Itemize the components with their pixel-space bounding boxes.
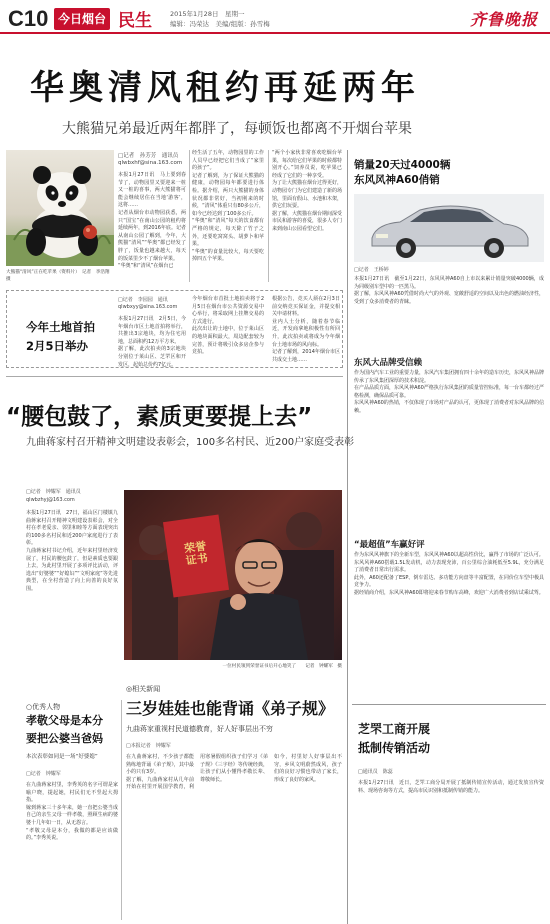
col-divider bbox=[121, 700, 122, 920]
car-sub-paras-1: 作为国内汽车工业的重要力量，东风汽车集团拥有四十余年的造车历史，东风风神品牌传承了东风集团深厚的技术积淀。 在产品品质方面，东风风神A60严格执行东风集团的质量管控标准，每一台车都经过严格检测，确保品质可靠。 东风风神A60的热销，不仅体现了市场对产品的认可，更体现了消费者对东风品牌的信赖。 bbox=[354, 370, 545, 414]
land-col3: 根据公告，竞买人须在2月3日前交纳竞买保证金，并提交相关申请材料。 业内人士分析，随着春节临近，开发商拿地积极性有所回升，此次拍卖或将成为今年烟台土地市场的风向标。 记者了解到，2014年烟台市区共成交土地…… bbox=[272, 296, 340, 363]
mini-title-line2: 抵制传销活动 bbox=[358, 741, 431, 755]
spirit-headline: “腰包鼓了，素质更要提上去” bbox=[6, 404, 313, 430]
car-title bbox=[354, 158, 450, 188]
kids-paras: 在九曲蒋家村，不少孩子都能熟练地背诵《弟子规》，其中最小的只有3岁。 据了解，九曲蒋家村从几年前开始在村里开展国学教育，利用寒暑假组织孩子们学习《弟子规》《三字经》等传统经典，让孩子们从小懂得孝敬长辈、尊敬师长。 如今，村里好人好事层出不穷，乡风文明蔚然成风，孩子们的良好习惯也带动了家长，形成了良好的家风。 bbox=[126, 754, 342, 791]
car-subtitle-2: “最超值”车赢好评 bbox=[354, 540, 425, 550]
mini-title-line1: 芝罘工商开展 bbox=[358, 722, 431, 736]
land-byline: □记者 李园园 通讯 bbox=[118, 297, 168, 303]
ceremony-caption: 一位村民领到荣誉证书后开心地笑了 记者 钟耀军 摄 bbox=[222, 664, 342, 669]
panda-caption: 大熊猫“清风”正在吃苹果（资料片） 记者 李浩翔 摄 bbox=[6, 270, 115, 282]
car-photo bbox=[354, 194, 544, 262]
car-byline: □记者 王桥婷 bbox=[354, 267, 389, 273]
land-title bbox=[26, 318, 95, 356]
car-title-line2: 东风风神A60俏销 bbox=[354, 174, 440, 186]
lead-headline: 华奥清风租约再延两年 bbox=[30, 68, 420, 108]
car-paras: 本报1月27日讯 截至1月22日，东风风神A60自上市以来累计销量突破4000辆，成为同级别车型中的一匹黑马。 据了解，东风风神A60凭借时尚大气的外观、宽敞舒适的空间以及出色的燃油经济性，受到了众多消费者的青睐。 bbox=[354, 276, 544, 305]
spirit-subhead: 九曲蒋家村召开精神文明建设表彰会，100多名村民、近200户家庭受表彰 bbox=[26, 437, 355, 448]
spirit-byline: □记者 钟耀军 通讯员 bbox=[26, 489, 81, 495]
col-divider bbox=[268, 150, 269, 282]
spirit-left-paras: 本报1月27日讯 27日，福山区门楼镇九曲蒋家村召开精神文明建设表彰会，对全村在孝老爱亲、邻里和睦等方面表现突出的100多名村民和近200户家庭进行了表彰。 九曲蒋家村书记介绍，近年来村里经济发展了，村民的腰包鼓了，但是素质也要跟上去，为此村里开展了多项评比活动，评选出“好婆婆”“好媳妇”“文明家庭”等先进典型，在全村营造了向上向善的良好氛围。 bbox=[26, 510, 118, 592]
lead-subhead: 大熊猫兄弟最近两年都胖了，每顿饭也都离不开烟台苹果 bbox=[62, 121, 412, 137]
page-header bbox=[0, 0, 550, 34]
car-title-line1: 销量20天过4000辆 bbox=[354, 159, 451, 171]
kids-tag: ◎相关新闻 bbox=[126, 685, 161, 693]
ceremony-photo bbox=[124, 490, 342, 660]
filial-title-line1: 孝敬父母是本分 bbox=[26, 714, 103, 727]
lead-col1: 本报1月27日讯 马上要到春节了，动物园里又要迎来一桩又一桩的喜事，两大熊猫将可能会继续居住在当地‘游客’，这将…… 记者从烟台市动物园获悉，两只“国宝”在南山公园的租约将延续两年，到2016年底。记者从南山公园了解到，今年，大熊猫“清风”“华奥”都已经发了胖了，饭量也越来越大，每天的饭菜里少不了烟台苹果。 “华奥”和“清风”在烟台已 bbox=[118, 172, 186, 270]
lead-email: qlwbxhf@sina.163.com bbox=[118, 160, 183, 166]
channel-name: 民生 bbox=[118, 11, 152, 31]
date-line: 2015年1月28日 星期一 bbox=[170, 10, 245, 18]
mini-paras: 本报1月27日讯 近日，芝罘工商分局开展了抵制传销宣传活动，通过发放宣传资料、现场咨询等方式，提高市民识别和抵制传销的能力。 bbox=[358, 780, 544, 794]
car-subtitle-1: 东风大品牌受信赖 bbox=[354, 358, 423, 368]
lead-col3: “两个小家伙非常喜欢吃烟台苹果，每次给它们苹果的时候都特别开心。”饲养员说，吃苹果已经成了它们的一种享受。 为了让大熊猫在烟台过得更好，动物园专门为它们建造了新的场馆，里面有假山、水池和木架，供它们玩耍。 据了解，大熊猫在烟台期间深受市民和游客的喜爱，很多人专门来到南山公园看望它们。 bbox=[272, 150, 343, 232]
kids-subhead: 九曲蒋家重视村民道德教育，好人好事层出不穷 bbox=[126, 725, 273, 733]
page-number: C10 bbox=[8, 6, 49, 31]
section-badge: 今日烟台 bbox=[54, 8, 110, 30]
section-divider bbox=[6, 376, 343, 377]
filial-title bbox=[26, 712, 103, 748]
villager-illustration bbox=[124, 490, 342, 660]
col-divider bbox=[189, 150, 190, 282]
mini-title bbox=[358, 720, 430, 758]
mini-byline: □通讯员 陈蕊 bbox=[358, 769, 393, 775]
land-email: qlwbxyy@sina.163.com bbox=[118, 304, 178, 310]
paper-logo: 齐鲁晚报 bbox=[470, 10, 539, 29]
land-title-line1: 今年土地首拍 bbox=[26, 320, 95, 334]
land-title-line2: 2月5日举办 bbox=[26, 339, 89, 353]
lead-col2: 经生活了五年，动物园里的工作人员早已经把它们当成了“家里的孩子”。 记者了解到，为了保证大熊猫的健康，动物园每年都要进行体检。据介绍，两只大熊猫的身体状况都非常好，当初刚来的时候，“清风”体重只有80多公斤，如今已经达到了100多公斤。 “华奥”和“清风”每天的饮食都有严格的规定，每天除了竹子之外，还要吃窝窝头、胡萝卜和苹果。 “华奥”的食量比较大，每天要吃掉四五个苹果。 bbox=[192, 150, 264, 263]
editor-line: 编辑：冯荣达 美编/组版：孙雪梅 bbox=[170, 20, 270, 28]
filial-subhead: 本次表彰如同是一场“好婆媳” bbox=[26, 754, 98, 760]
land-col2: 今年烟台市首批土地拍卖将于2月5日在烟台市公共资源交易中心举行，将采取网上挂牌交易的方式进行。 此次出让的土地中，位于莱山区的地块面积最大，周边配套较为完善，预计将吸引众多房企参与竞拍。 bbox=[192, 296, 264, 356]
kids-headline: 三岁娃娃也能背诵《弟子规》 bbox=[126, 699, 335, 718]
filial-byline: □记者 钟耀军 bbox=[26, 771, 61, 777]
sedan-illustration bbox=[354, 194, 544, 262]
right-section-divider bbox=[352, 704, 546, 705]
spirit-email: qlwbzhyj@163.com bbox=[26, 497, 75, 503]
filial-title-line2: 要把公婆当爸妈 bbox=[26, 732, 103, 745]
certificate-text: 荣誉证书 bbox=[183, 539, 209, 568]
land-col1: 本报1月27日讯 2月5日，今年烟台市区土地首拍将举行，共推出3宗地块，均为住宅用地，总面积约12万平方米。 据了解，此次拍卖的3宗地块分别位于莱山区、芝罘区和开发区，起始总价约7亿元。 bbox=[118, 316, 186, 368]
lead-byline: □记者 孙芳芳 通讯员 bbox=[118, 153, 179, 159]
kids-byline: □本报记者 钟耀军 bbox=[126, 743, 171, 749]
car-sub-paras-2: 作为东风风神旗下的全新车型，东风风神A60以超高性价比，赢得了市场的广泛认可。 东风风神A60搭载1.5L发动机，动力表现充沛，百公里综合油耗低至5.9L，充分满足了消费者日常出行需求。 此外，A60还配备了ESP、倒车雷达、多功能方向盘等丰富配置，在同价位车型中极具竞争力。 据经销商介绍，东风风神A60即将迎来春节购车高峰，欢迎广大消费者到店试乘试驾。 bbox=[354, 552, 544, 596]
filial-tag: ○优秀人物 bbox=[26, 703, 61, 711]
panda-photo bbox=[6, 150, 114, 266]
filial-paras: 在九曲蒋家村里，李秀英的名字可谓是家喻户晓，提起她，村民们无不竖起大拇指。 嫁到蒋家三十多年来，她一直把公婆当成自己的亲生父母一样孝敬，照顾生病的婆婆十几年如一日，从无怨言。 “孝敬父母是本分，我做的都是应该做的。”李秀英说。 bbox=[26, 782, 118, 842]
panda-illustration bbox=[6, 150, 114, 266]
right-column-divider bbox=[347, 150, 348, 924]
